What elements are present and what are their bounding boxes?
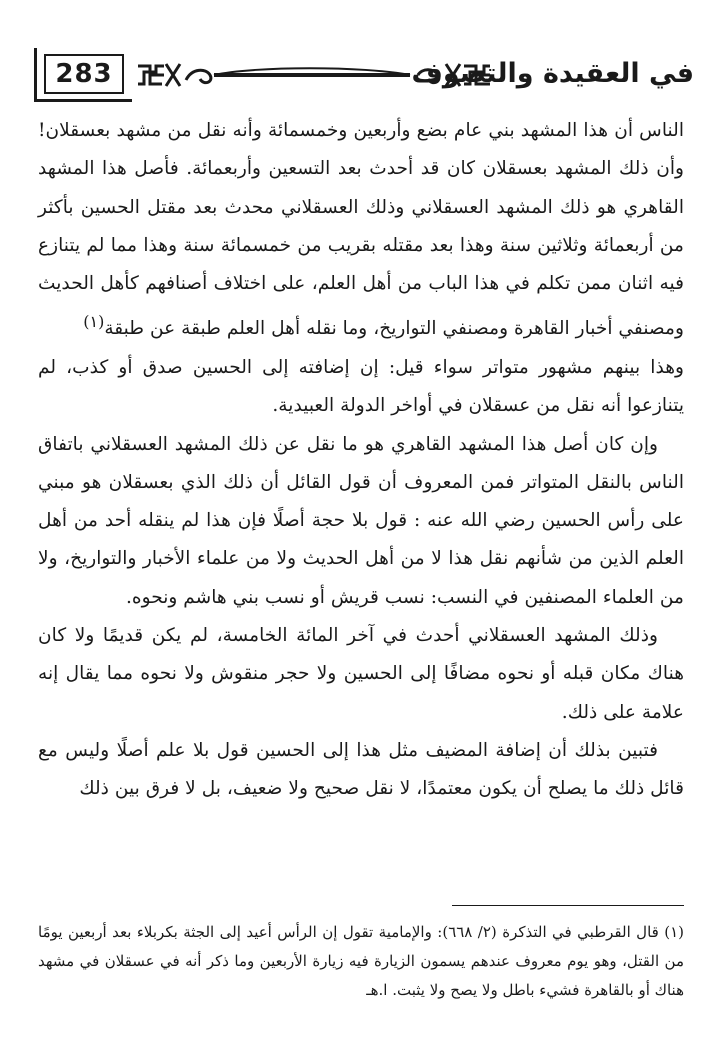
page-number: 283 xyxy=(44,54,124,94)
paragraph-5: فتبين بذلك أن إضافة المضيف مثل هذا إلى الحسين قول بلا علم أصلًا وليس مع قائل ذلك ما يصلح أن يكون معتمدًا، لا نقل صحيح ولا ضعيف، بل لا فرق بين ذلك xyxy=(38,739,684,800)
page-header xyxy=(30,46,700,104)
main-text xyxy=(38,112,684,809)
paragraph-3: وإن كان أصل هذا المشهد القاهري هو ما نقل عن ذلك المشهد العسقلاني باتفاق الناس بالنقل المتواتر فمن المعروف أن قول القائل أن ذلك الذي بعسقلان هو مبني على رأس الحسين رضي الله عنه : قول بلا حجة أصلًا فإن هذا لم ينقله أحد من أهل العلم الذين من شأنهم نقل هذا لا من أهل الحديث ولا من علماء الأخبار والتواريخ، ولا من العلماء المصنفين في النسب: نسب قريش أو نسب بني هاشم ونحوه. xyxy=(38,433,684,608)
footnote-reference: (١) xyxy=(83,312,105,332)
paragraph-1 xyxy=(38,112,684,349)
paragraph-4: وذلك المشهد العسقلاني أحدث في آخر المائة الخامسة، لم يكن قديمًا ولا كان هناك مكان قبله أو نحوه مضافًا إلى الحسين ولا حجر منقوش ولا نحوه مما يقال إنه علامة على ذلك. xyxy=(38,625,684,723)
footnotes xyxy=(38,918,684,1005)
footnote-divider xyxy=(452,905,684,906)
footnote-1: (١) قال القرطبي في التذكرة (٢/ ٦٦٨): والإمامية تقول إن الرأس أعيد إلى الجثة بكربلاء بعد أربعين يومًا من القتل، وهو يوم معروف عندهم يسمون الزيارة فيه زيارة الأربعين وما ذكر أنه في عسقلان في مشهد هناك أو بالقاهرة فشيء باطل ولا يصح ولا يثبت. ا.هـ xyxy=(38,923,685,999)
paragraph-2: وهذا بينهم مشهور متواتر سواء قيل: إن إضافته إلى الحسين صدق أو كذب، لم يتنازعوا أنه نقل من عسقلان في أواخر الدولة العبيدية. xyxy=(38,356,684,417)
running-title: في العقيدة والتصوف xyxy=(411,58,694,89)
paragraph-1-text: الناس أن هذا المشهد بني عام بضع وأربعين وخمسمائة وأنه نقل من مشهد بعسقلان! وأن ذلك المشهد بعسقلان كان قد أحدث بعد التسعين وأربعمائة. فأصل هذا المشهد القاهري هو ذلك المشهد العسقلاني وذلك العسقلاني محدث بعد مقتل الحسين بأكثر من أربعمائة وثلاثين سنة وهذا بعد مقتله بقريب من خمسمائة سنة وهذا مما لم يتنازع فيه اثنان ممن تكلم في هذا الباب من أهل العلم، على اختلاف أصنافهم كأهل الحديث ومصنفي أخبار القاهرة ومصنفي التواريخ، وما نقله أهل العلم طبقة عن طبقة xyxy=(38,120,684,340)
